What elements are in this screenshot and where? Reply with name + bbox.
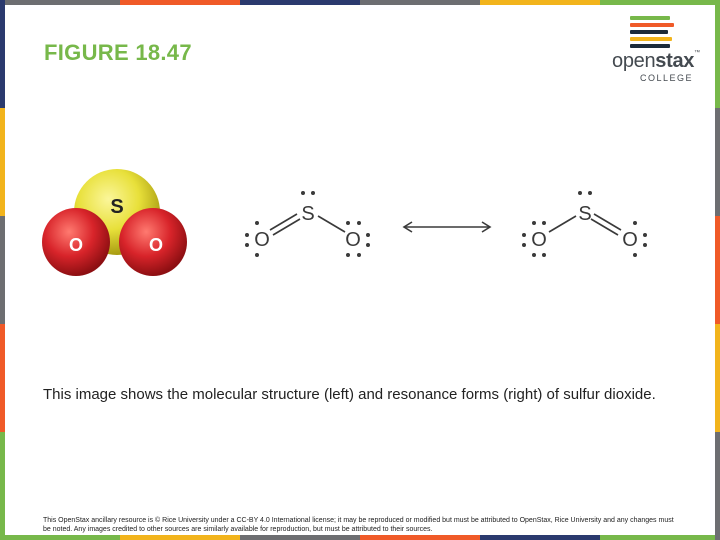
figure-caption: This image shows the molecular structure (left) and resonance forms (right) of sulfur dioxide.	[43, 386, 656, 403]
form1-double-bond-b	[273, 219, 300, 235]
left-color-stripe	[0, 0, 5, 540]
form1-sulfur: S	[301, 203, 315, 225]
form1-oright-pair-d	[366, 243, 370, 247]
logo-bar-3	[630, 30, 668, 34]
resonance-form-2	[522, 191, 647, 257]
form2-oleft-pair-a	[522, 233, 526, 237]
form2-oxygen-right: O	[622, 229, 638, 251]
form1-single-bond	[318, 216, 345, 232]
form1-oright-pair-c	[366, 233, 370, 237]
form1-oxygen-right: O	[345, 229, 361, 251]
form2-oxygen-left: O	[531, 229, 547, 251]
form2-oright-pair-c	[633, 221, 637, 225]
logo-bar-4	[630, 37, 672, 41]
resonance-structures	[232, 182, 662, 268]
form2-double-bond-a	[594, 214, 621, 230]
form2-double-bond-b	[591, 219, 618, 235]
sulfur-label: S	[110, 196, 124, 218]
form2-oright-pair-b	[643, 243, 647, 247]
form2-oleft-pair-b	[522, 243, 526, 247]
form2-oleft-pair-e	[532, 253, 536, 257]
form1-oleft-pair-b	[245, 243, 249, 247]
form1-oleft-pair-d	[255, 253, 259, 257]
form2-sulfur: S	[578, 203, 592, 225]
openstax-logo	[608, 16, 698, 86]
form1-double-bond-a	[270, 214, 297, 230]
form1-oright-pair-b	[357, 221, 361, 225]
resonance-form-1	[245, 191, 370, 257]
logo-subtitle: COLLEGE	[640, 73, 694, 83]
form1-oright-pair-a	[346, 221, 350, 225]
so2-space-filling-model	[40, 165, 190, 287]
form2-oright-pair-a	[643, 233, 647, 237]
bottom-color-stripe	[0, 535, 720, 540]
form2-oleft-pair-f	[542, 253, 546, 257]
form1-oright-pair-f	[357, 253, 361, 257]
license-footer: This OpenStax ancillary resource is © Rice University under a CC-BY 4.0 International license; it may be reproduced or modified but must be attributed to OpenStax, Rice University and any changes must be noted. Any images credited to other sources are similarly available for reproduction, but must be attributed to their sources.	[43, 517, 674, 533]
form1-s-lone-pair	[301, 191, 305, 195]
resonance-arrow	[404, 222, 490, 232]
form1-s-lone-pair-b	[311, 191, 315, 195]
right-color-stripe	[715, 0, 720, 540]
form2-s-lone-pair	[578, 191, 582, 195]
form2-oleft-pair-c	[532, 221, 536, 225]
logo-bar-2	[630, 23, 674, 27]
logo-bar-1	[630, 16, 670, 20]
form1-oxygen-left: O	[254, 229, 270, 251]
oxygen-left-label: O	[68, 235, 84, 255]
top-color-stripe	[0, 0, 720, 5]
page-title: FIGURE 18.47	[44, 40, 192, 65]
form1-oleft-pair-a	[245, 233, 249, 237]
form1-oleft-pair-c	[255, 221, 259, 225]
form2-oleft-pair-d	[542, 221, 546, 225]
logo-wordmark: openstax™	[612, 50, 700, 72]
logo-bar-5	[630, 44, 670, 48]
form1-oright-pair-e	[346, 253, 350, 257]
form2-single-bond	[549, 216, 576, 232]
oxygen-right-label: O	[148, 235, 164, 255]
form2-oright-pair-d	[633, 253, 637, 257]
form2-s-lone-pair-b	[588, 191, 592, 195]
